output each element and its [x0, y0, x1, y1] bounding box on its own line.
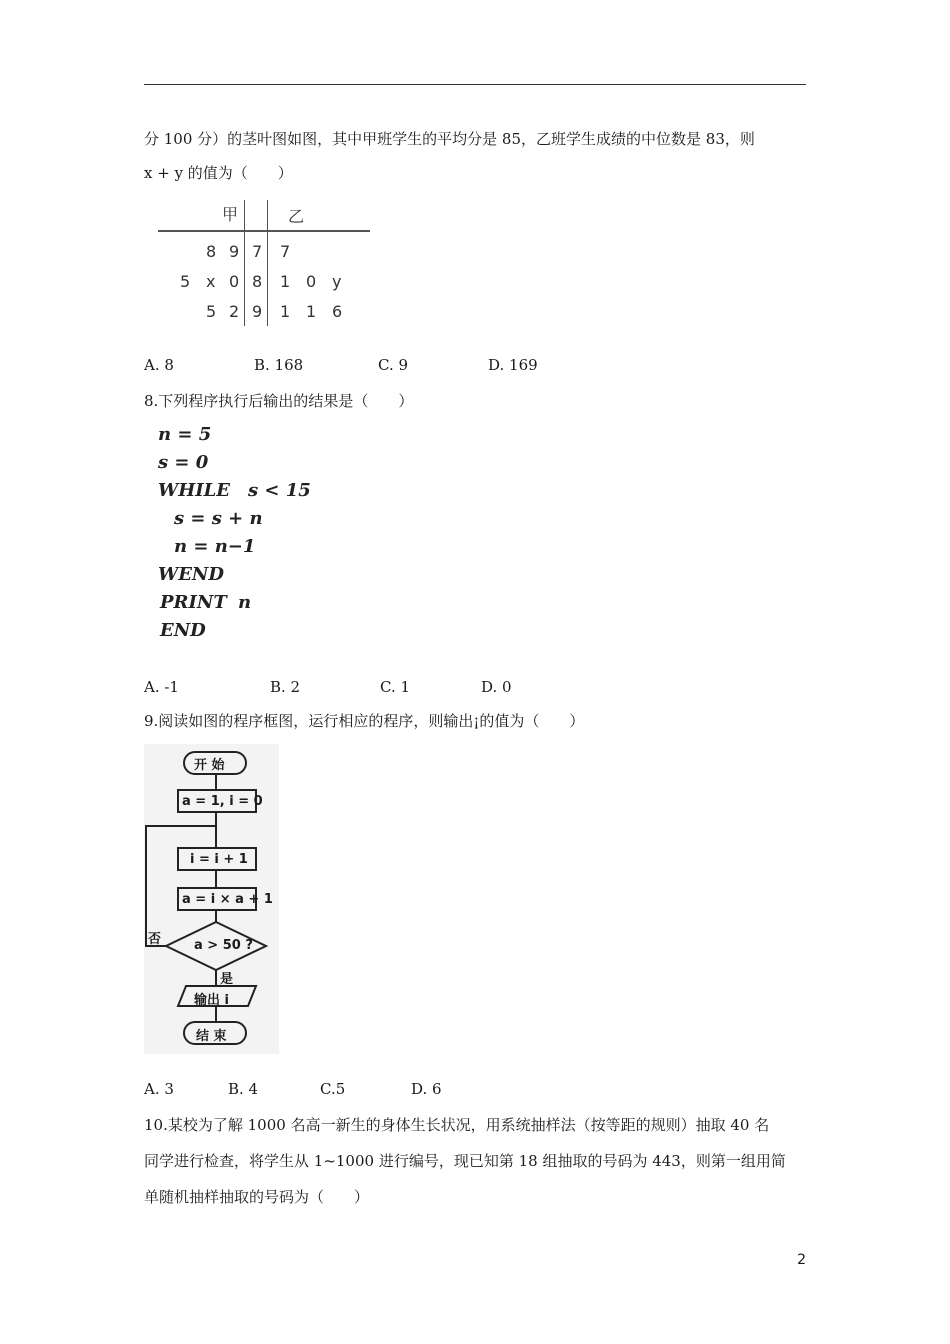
- leaf-right: 6: [332, 302, 343, 321]
- stem-value: 8: [252, 272, 263, 291]
- q8-option-d: D. 0: [481, 678, 512, 696]
- flow-no-label: 否: [148, 932, 162, 947]
- q9-option-b: B. 4: [228, 1080, 259, 1098]
- stem-value: 9: [252, 302, 263, 321]
- stemleaf-divider: [267, 200, 268, 326]
- q10-line1: 10.某校为了解 1000 名高一新生的身体生长状况，用系统抽样法（按等距的规则）抽取 40 名: [144, 1116, 770, 1134]
- code-line: WEND: [158, 564, 224, 585]
- leaf-right: 1: [280, 302, 291, 321]
- flow-step1-label: i = i + 1: [190, 852, 248, 867]
- header-rule: [144, 84, 806, 85]
- leaf-right: 7: [280, 242, 291, 261]
- stemleaf-divider: [244, 200, 245, 326]
- leaf-left: 5: [180, 272, 191, 291]
- leaf-left: 5: [206, 302, 217, 321]
- flow-end-label: 结 束: [196, 1029, 227, 1044]
- page-number: 2: [797, 1252, 806, 1268]
- stemleaf-divider: [158, 230, 370, 232]
- leaf-left: 2: [229, 302, 240, 321]
- q9-stem: 9.阅读如图的程序框图，运行相应的程序，则输出¡的值为（ ）: [144, 712, 585, 730]
- code-line: s < 15: [248, 480, 311, 501]
- code-line: END: [160, 620, 206, 641]
- flow-condition-label: a > 50 ?: [194, 938, 253, 953]
- leaf-right: y: [332, 272, 342, 291]
- code-line: WHILE: [158, 480, 231, 501]
- flow-init-label: a = 1, i = 0: [182, 794, 263, 809]
- code-line: s = 0: [158, 452, 209, 473]
- q8-option-b: B. 2: [270, 678, 301, 696]
- q7-option-c: C. 9: [378, 356, 409, 374]
- code-line: n = n−1: [174, 536, 256, 557]
- leaf-left: 0: [229, 272, 240, 291]
- q7-option-b: B. 168: [254, 356, 304, 374]
- code-line: n: [238, 592, 252, 613]
- q8-option-a: A. -1: [144, 678, 179, 696]
- stem-value: 7: [252, 242, 263, 261]
- leaf-left: 9: [229, 242, 240, 261]
- leaf-left: x: [206, 272, 216, 291]
- code-line: n = 5: [158, 424, 212, 445]
- flow-start-label: 开 始: [194, 758, 225, 773]
- q10-line2: 同学进行检查，将学生从 1~1000 进行编号，现已知第 18 组抽取的号码为 443，则第一组用简: [144, 1152, 786, 1170]
- stemleaf-header-right: 乙: [288, 207, 305, 226]
- q9-option-c: C.5: [320, 1080, 346, 1098]
- q9-option-d: D. 6: [411, 1080, 442, 1098]
- q8-stem: 8.下列程序执行后输出的结果是（ ）: [144, 392, 414, 410]
- q7-line2: x + y 的值为（ ）: [144, 164, 293, 182]
- q9-option-a: A. 3: [144, 1080, 174, 1098]
- code-line: s = s + n: [174, 508, 263, 529]
- stemleaf-header-left: 甲: [222, 205, 239, 224]
- flow-step2-label: a = i × a + 1: [182, 892, 273, 907]
- flow-output-label: 输出 i: [194, 993, 229, 1008]
- q8-option-c: C. 1: [380, 678, 411, 696]
- q10-line3: 单随机抽样抽取的号码为（ ）: [144, 1188, 370, 1206]
- leaf-right: 1: [280, 272, 291, 291]
- stem-leaf-plot: [158, 196, 370, 328]
- leaf-left: 8: [206, 242, 217, 261]
- q7-line1: 分 100 分）的茎叶图如图，其中甲班学生的平均分是 85，乙班学生成绩的中位数是 83，则: [144, 130, 755, 148]
- flowchart: [144, 744, 279, 1054]
- leaf-right: 0: [306, 272, 317, 291]
- q7-option-d: D. 169: [488, 356, 538, 374]
- q7-option-a: A. 8: [144, 356, 174, 374]
- leaf-right: 1: [306, 302, 317, 321]
- flow-yes-label: 是: [220, 972, 234, 987]
- code-line: PRINT: [160, 592, 227, 613]
